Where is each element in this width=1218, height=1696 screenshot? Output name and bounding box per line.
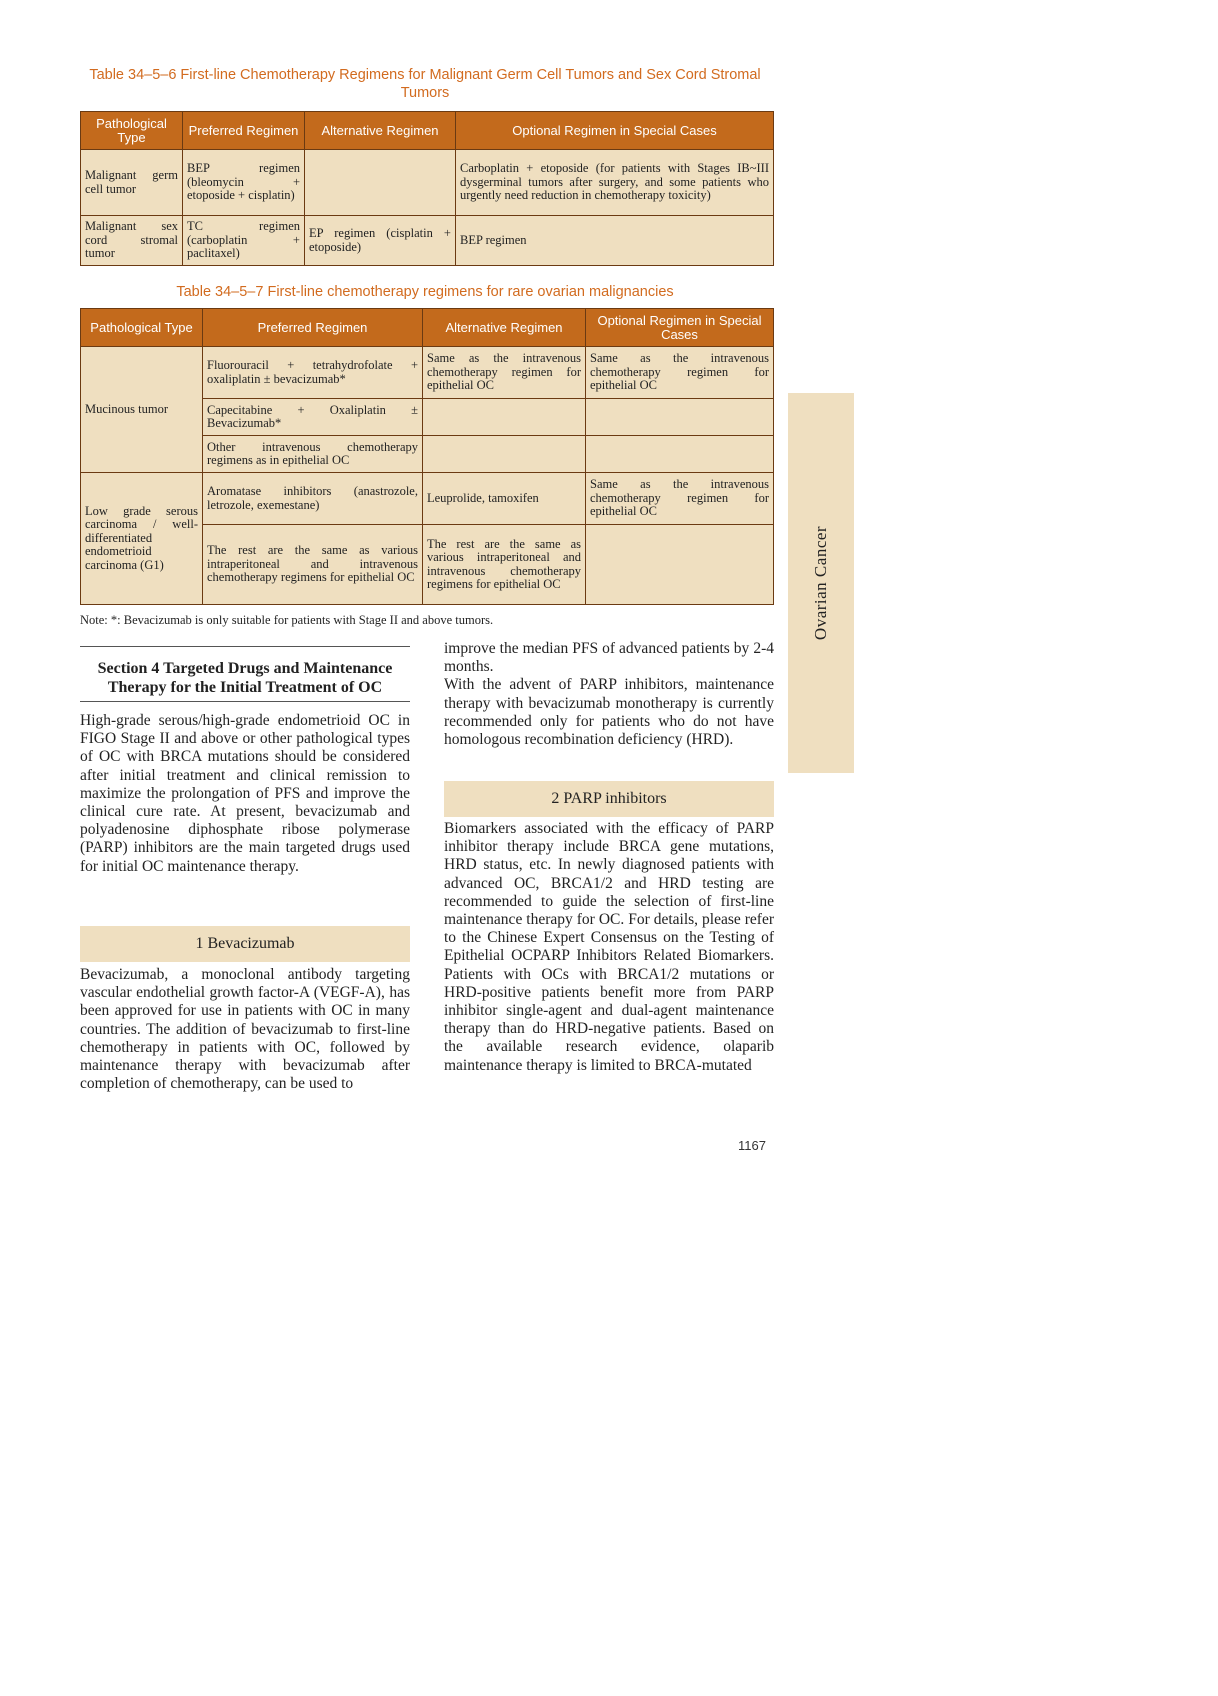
right-text-2: With the advent of PARP inhibitors, maintenance therapy with bevacizumab monotherapy is currently recommended only for patients who do not have homologous recombination deficiency (HRD). bbox=[444, 676, 774, 749]
table1-caption: Table 34–5–6 First-line Chemotherapy Regimens for Malignant Germ Cell Tumors and Sex Cord Stromal Tumors bbox=[89, 67, 761, 101]
table-cell: Other intravenous chemotherapy regimens as in epithelial OC bbox=[203, 436, 423, 473]
page-number: 1167 bbox=[738, 1138, 766, 1153]
table-cell: TC regimen (carboplatin + paclitaxel) bbox=[183, 216, 305, 266]
header-preferred-regimen: Preferred Regimen bbox=[183, 112, 305, 150]
table-cell: Malignant sex cord stromal tumor bbox=[81, 216, 183, 266]
right-text-1: improve the median PFS of advanced patients by 2-4 months. bbox=[444, 640, 774, 676]
subhead-bevacizumab: 1 Bevacizumab bbox=[80, 926, 410, 962]
table-cell: Leuprolide, tamoxifen bbox=[423, 473, 586, 525]
header-optional-regimen: Optional Regimen in Special Cases bbox=[456, 112, 774, 150]
table-cell: Fluorouracil + tetrahydrofolate + oxaliplatin ± bevacizumab* bbox=[203, 347, 423, 399]
parp-paragraph bbox=[444, 820, 774, 1075]
subhead-parp-inhibitors: 2 PARP inhibitors bbox=[444, 781, 774, 817]
right-column-top bbox=[444, 640, 774, 749]
table-cell-empty bbox=[423, 436, 586, 473]
bevacizumab-text: Bevacizumab, a monoclonal antibody targeting vascular endothelial growth factor-A (VEGF-A), has been approved for use in patients with OC in many countries. The addition of bevacizumab to first-line chemotherapy in patients with OC, followed by maintenance therapy with bevacizumab after completion of chemotherapy, can be used to bbox=[80, 966, 410, 1093]
table-cell: Same as the intravenous chemotherapy regimen for epithelial OC bbox=[586, 473, 774, 525]
table-cell-type: Mucinous tumor bbox=[81, 347, 203, 473]
chapter-side-tab-label: Ovarian Cancer bbox=[811, 525, 830, 641]
chapter-side-tab bbox=[788, 393, 854, 773]
intro-text: High-grade serous/high-grade endometrioid OC in FIGO Stage II and above or other pathological types of OC with BRCA mutations should be considered after initial treatment and clinical remission to maximize the prolongation of PFS and improve the clinical cure rate. At present, bevacizumab and polyadenosine diphosphate ribose polymerase (PARP) inhibitors are the main targeted drugs used for initial OC maintenance therapy. bbox=[80, 712, 410, 875]
table-cell-empty bbox=[586, 436, 774, 473]
section-title-line1: Section 4 Targeted Drugs and Maintenance bbox=[97, 660, 393, 677]
parp-text: Biomarkers associated with the efficacy of PARP inhibitor therapy include BRCA gene mutations, HRD status, etc. In newly diagnosed patients with advanced OC, BRCA1/2 and HRD testing are recommended to guide the selection of first-line maintenance therapy for OC. For details, please refer to the Chinese Expert Consensus on the Testing of Epithelial OCPARP Inhibitors Related Biomarkers. Patients with OCs with BRCA1/2 mutations or HRD-positive patients benefit more from PARP inhibitor single-agent and dual-agent maintenance therapy than do HRD-negative patients. Based on the available research evidence, olaparib maintenance therapy is limited to BRCA-mutated bbox=[444, 820, 774, 1074]
table-cell: EP regimen (cisplatin + etoposide) bbox=[305, 216, 456, 266]
table-cell: Same as the intravenous chemotherapy regimen for epithelial OC bbox=[586, 347, 774, 399]
table-note: Note: *: Bevacizumab is only suitable for patients with Stage II and above tumors. bbox=[80, 613, 494, 627]
table-cell: BEP regimen (bleomycin + etoposide + cisplatin) bbox=[183, 150, 305, 216]
table-cell-empty bbox=[423, 399, 586, 436]
header-optional-regimen: Optional Regimen in Special Cases bbox=[586, 309, 774, 347]
table2-caption: Table 34–5–7 First-line chemotherapy regimens for rare ovarian malignancies bbox=[176, 284, 674, 300]
table-cell-empty bbox=[586, 399, 774, 436]
header-alternative-regimen: Alternative Regimen bbox=[423, 309, 586, 347]
header-preferred-regimen: Preferred Regimen bbox=[203, 309, 423, 347]
section-title-line2: Therapy for the Initial Treatment of OC bbox=[107, 679, 383, 696]
intro-paragraph bbox=[80, 712, 410, 876]
header-pathological-type: Pathological Type bbox=[81, 112, 183, 150]
table-cell-empty bbox=[586, 525, 774, 605]
table-cell: Aromatase inhibitors (anastrozole, letrozole, exemestane) bbox=[203, 473, 423, 525]
table-cell: The rest are the same as various intraperitoneal and intravenous chemotherapy regimens for epithelial OC bbox=[203, 525, 423, 605]
table-cell-type: Low grade serous carcinoma / well-differentiated endometrioid carcinoma (G1) bbox=[81, 473, 203, 605]
table-cell: Malignant germ cell tumor bbox=[81, 150, 183, 216]
table-cell: The rest are the same as various intraperitoneal and intravenous chemotherapy regimens for epithelial OC bbox=[423, 525, 586, 605]
header-alternative-regimen: Alternative Regimen bbox=[305, 112, 456, 150]
section-title bbox=[80, 646, 410, 702]
table-cell: Carboplatin + etoposide (for patients with Stages IB~III dysgerminal tumors after surgery, and some patients who urgently need reduction in chemotherapy toxicity) bbox=[456, 150, 774, 216]
table-cell: Capecitabine + Oxaliplatin ± Bevacizumab* bbox=[203, 399, 423, 436]
header-pathological-type: Pathological Type bbox=[81, 309, 203, 347]
bevacizumab-paragraph bbox=[80, 966, 410, 1093]
table-cell bbox=[305, 150, 456, 216]
table-germ-cell-regimens bbox=[80, 111, 774, 266]
table-rare-ovarian-regimens bbox=[80, 308, 774, 605]
table-cell: BEP regimen bbox=[456, 216, 774, 266]
table-cell: Same as the intravenous chemotherapy regimen for epithelial OC bbox=[423, 347, 586, 399]
